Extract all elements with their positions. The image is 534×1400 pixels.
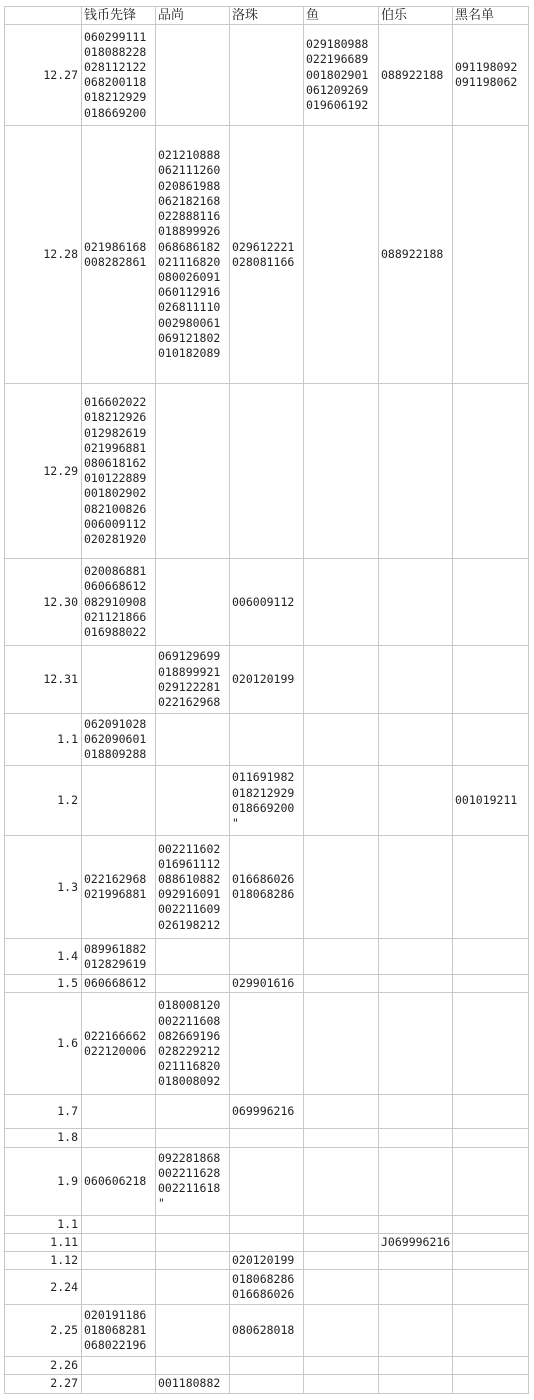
date-cell: 2.24 <box>5 1270 82 1305</box>
data-cell <box>82 939 156 975</box>
data-cell <box>379 646 453 714</box>
data-cell <box>230 25 304 126</box>
data-cell <box>379 1305 453 1357</box>
data-cell <box>379 714 453 766</box>
data-cell <box>82 1129 156 1147</box>
table-row <box>5 126 529 384</box>
data-cell <box>156 384 230 559</box>
data-cell <box>230 384 304 559</box>
data-cell <box>82 766 156 836</box>
code-entry: J069996216 <box>381 1234 451 1249</box>
data-cell <box>82 714 156 766</box>
data-cell <box>230 993 304 1095</box>
record-table <box>4 6 529 1394</box>
code-entry: 021121866 <box>84 609 147 624</box>
data-cell <box>304 1270 379 1305</box>
code-entry: 060606218 <box>84 1173 147 1188</box>
code-entry: 088610882 <box>158 872 221 886</box>
date-cell: 2.27 <box>5 1375 82 1393</box>
data-cell <box>453 126 529 384</box>
data-cell <box>453 1375 529 1393</box>
data-cell <box>156 1305 230 1357</box>
code-entry: 022888116 <box>158 209 221 224</box>
data-cell <box>156 1129 230 1147</box>
data-cell <box>82 1095 156 1129</box>
data-cell <box>379 766 453 836</box>
data-cell <box>156 939 230 975</box>
data-cell <box>230 836 304 939</box>
data-cell <box>230 714 304 766</box>
code-entry: 060299111 <box>84 29 147 44</box>
data-cell <box>82 1305 156 1357</box>
data-cell <box>230 1252 304 1270</box>
data-cell <box>379 1375 453 1393</box>
data-cell <box>304 559 379 646</box>
code-entry: 018669200 <box>84 105 147 120</box>
code-entry: 068022196 <box>84 1338 147 1353</box>
data-cell <box>453 384 529 559</box>
data-cell <box>453 1252 529 1270</box>
data-cell <box>379 1147 453 1215</box>
code-entry: 021996881 <box>84 887 147 902</box>
data-cell <box>379 1252 453 1270</box>
data-cell <box>304 714 379 766</box>
code-entry: 088922188 <box>381 247 444 262</box>
code-entry: 029612221 <box>232 239 295 254</box>
data-cell <box>304 766 379 836</box>
data-cell <box>304 1375 379 1393</box>
code-entry: 021116820 <box>158 1059 221 1074</box>
code-entry: 062091028 <box>84 716 147 731</box>
date-cell: 1.7 <box>5 1095 82 1129</box>
table-row <box>5 1357 529 1375</box>
data-cell <box>453 1129 529 1147</box>
code-entry: 016961112 <box>158 856 221 871</box>
date-cell: 1.3 <box>5 836 82 939</box>
data-cell <box>379 25 453 126</box>
table-row <box>5 1129 529 1147</box>
data-cell <box>230 1233 304 1251</box>
data-cell <box>379 126 453 384</box>
table-row <box>5 1095 529 1129</box>
data-cell <box>379 384 453 559</box>
data-cell <box>82 1215 156 1233</box>
code-entry: 002211602 <box>158 841 221 856</box>
code-entry: 069996216 <box>232 1104 295 1119</box>
data-cell <box>453 559 529 646</box>
data-cell <box>82 384 156 559</box>
code-entry: 092281868 <box>158 1150 221 1165</box>
code-entry: 018669200 <box>232 800 295 815</box>
data-cell <box>156 646 230 714</box>
code-entry: 022162968 <box>158 694 221 709</box>
code-entry: 029901616 <box>232 976 295 991</box>
data-cell <box>230 1357 304 1375</box>
date-cell: 1.2 <box>5 766 82 836</box>
date-cell: 12.27 <box>5 25 82 126</box>
code-entry: 008282861 <box>84 254 147 269</box>
code-entry: 082100826 <box>84 501 147 516</box>
header-cell-luozhu: 洛珠 <box>230 7 304 25</box>
data-cell <box>304 836 379 939</box>
data-cell <box>453 975 529 993</box>
data-cell <box>230 1270 304 1305</box>
table-row <box>5 646 529 714</box>
code-entry: 022120006 <box>84 1043 147 1058</box>
code-entry: 018068281 <box>84 1323 147 1338</box>
data-cell <box>304 1147 379 1215</box>
header-cell-yu: 鱼 <box>304 7 379 25</box>
code-entry: 018068286 <box>232 1272 295 1287</box>
data-cell <box>304 646 379 714</box>
code-entry: 028229212 <box>158 1043 221 1058</box>
code-entry: 002211618 <box>158 1181 221 1196</box>
code-entry: 018212929 <box>84 90 147 105</box>
code-entry: 018008120 <box>158 998 221 1013</box>
header-cell-pinshang: 品尚 <box>156 7 230 25</box>
data-cell <box>453 646 529 714</box>
code-entry: 021996881 <box>84 440 147 455</box>
data-cell <box>453 1233 529 1251</box>
table-row <box>5 1233 529 1251</box>
date-cell: 2.26 <box>5 1357 82 1375</box>
date-cell: 12.28 <box>5 126 82 384</box>
code-entry: 028081166 <box>232 254 295 269</box>
data-cell <box>453 1095 529 1129</box>
data-cell <box>304 1215 379 1233</box>
code-entry: " <box>232 815 239 830</box>
data-cell <box>453 1147 529 1215</box>
date-cell: 12.30 <box>5 559 82 646</box>
data-cell <box>230 1215 304 1233</box>
code-entry: 012982619 <box>84 425 147 440</box>
data-cell <box>82 836 156 939</box>
data-cell <box>453 836 529 939</box>
data-cell <box>82 975 156 993</box>
data-cell <box>156 1147 230 1215</box>
date-cell: 1.1 <box>5 714 82 766</box>
code-entry: 022166662 <box>84 1028 147 1043</box>
data-cell <box>453 766 529 836</box>
data-cell <box>82 1147 156 1215</box>
data-cell <box>453 1270 529 1305</box>
data-cell <box>82 1252 156 1270</box>
data-cell <box>379 836 453 939</box>
code-entry: 016602022 <box>84 395 147 410</box>
code-entry: 021210888 <box>158 148 221 163</box>
table-row <box>5 975 529 993</box>
code-entry: 080628018 <box>232 1323 295 1338</box>
data-cell <box>230 1129 304 1147</box>
data-cell <box>304 25 379 126</box>
data-cell <box>230 939 304 975</box>
code-entry: 002211608 <box>158 1013 221 1028</box>
table-row <box>5 25 529 126</box>
date-cell: 12.29 <box>5 384 82 559</box>
data-cell <box>230 766 304 836</box>
data-cell <box>156 836 230 939</box>
code-entry: 020086881 <box>84 564 147 579</box>
table-row <box>5 1375 529 1393</box>
data-cell <box>379 1095 453 1129</box>
data-cell <box>230 1305 304 1357</box>
data-cell <box>379 1270 453 1305</box>
data-cell <box>82 993 156 1095</box>
code-entry: 018809288 <box>84 747 147 762</box>
data-cell <box>304 975 379 993</box>
data-cell <box>230 559 304 646</box>
data-cell <box>304 1305 379 1357</box>
data-cell <box>82 1357 156 1375</box>
code-entry: 022162968 <box>84 872 147 886</box>
data-cell <box>156 1252 230 1270</box>
data-cell <box>230 1147 304 1215</box>
code-entry: 029122281 <box>158 679 221 694</box>
code-entry: 062090601 <box>84 732 147 747</box>
data-cell <box>304 1129 379 1147</box>
date-cell: 1.6 <box>5 993 82 1095</box>
code-entry: 028112122 <box>84 60 147 74</box>
data-cell <box>379 1129 453 1147</box>
data-cell <box>379 1215 453 1233</box>
code-entry: 022196689 <box>306 52 369 67</box>
code-entry: 006009112 <box>84 516 147 531</box>
code-entry: 080618162 <box>84 456 147 470</box>
date-cell: 2.25 <box>5 1305 82 1357</box>
code-entry: " <box>158 1196 165 1211</box>
data-cell <box>230 1375 304 1393</box>
code-entry: 020861988 <box>158 178 221 193</box>
data-cell <box>230 126 304 384</box>
code-entry: 068686182 <box>158 239 221 254</box>
data-cell <box>304 1252 379 1270</box>
table-row <box>5 1215 529 1233</box>
code-entry: 016988022 <box>84 625 147 639</box>
data-cell <box>304 939 379 975</box>
date-cell: 1.9 <box>5 1147 82 1215</box>
table-row <box>5 1305 529 1357</box>
code-entry: 068200118 <box>84 75 147 90</box>
data-cell <box>156 1270 230 1305</box>
code-entry: 060668612 <box>84 579 147 594</box>
data-cell <box>82 1233 156 1251</box>
data-cell <box>453 25 529 126</box>
code-entry: 060112916 <box>158 285 221 300</box>
data-cell <box>453 714 529 766</box>
code-entry: 082669196 <box>158 1028 221 1043</box>
data-cell <box>304 1357 379 1375</box>
code-entry: 069121802 <box>158 330 221 345</box>
code-entry: 060668612 <box>84 976 147 991</box>
data-cell <box>453 939 529 975</box>
data-cell <box>230 646 304 714</box>
table-row <box>5 384 529 559</box>
code-entry: 082910908 <box>84 594 147 609</box>
data-cell <box>82 25 156 126</box>
code-entry: 018899926 <box>158 224 221 239</box>
data-cell <box>379 975 453 993</box>
code-entry: 018899921 <box>158 664 221 679</box>
table-body <box>5 25 529 1393</box>
code-entry: 020191186 <box>84 1307 147 1322</box>
data-cell <box>304 126 379 384</box>
code-entry: 020120199 <box>232 672 295 687</box>
code-entry: 012829619 <box>84 956 147 971</box>
date-cell: 1.12 <box>5 1252 82 1270</box>
data-cell <box>156 714 230 766</box>
data-cell <box>453 993 529 1095</box>
data-cell <box>304 1095 379 1129</box>
code-entry: 021116820 <box>158 254 221 269</box>
data-cell <box>156 25 230 126</box>
date-cell: 1.5 <box>5 975 82 993</box>
code-entry: 011691982 <box>232 770 295 785</box>
data-cell <box>156 975 230 993</box>
data-cell <box>82 1270 156 1305</box>
header-cell-qianbi-xianfeng: 钱币先锋 <box>82 7 156 25</box>
code-entry: 089961882 <box>84 941 147 956</box>
table-row <box>5 1147 529 1215</box>
data-cell <box>82 126 156 384</box>
date-cell: 1.11 <box>5 1233 82 1251</box>
code-entry: 018088228 <box>84 44 147 59</box>
code-entry: 091198092 <box>455 60 518 74</box>
data-cell <box>156 126 230 384</box>
code-entry: 062111260 <box>158 163 221 178</box>
code-entry: 010182089 <box>158 345 221 360</box>
code-entry: 026198212 <box>158 917 221 932</box>
header-cell-bole: 伯乐 <box>379 7 453 25</box>
data-cell <box>156 1357 230 1375</box>
table-row <box>5 766 529 836</box>
code-entry: 001802902 <box>84 486 147 501</box>
data-cell <box>453 1305 529 1357</box>
table-row <box>5 939 529 975</box>
data-cell <box>379 993 453 1095</box>
code-entry: 092916091 <box>158 887 221 902</box>
code-entry: 088922188 <box>381 67 444 82</box>
code-entry: 020120199 <box>232 1253 295 1268</box>
code-entry: 080026091 <box>158 269 221 284</box>
date-cell: 1.4 <box>5 939 82 975</box>
date-cell: 1.1 <box>5 1215 82 1233</box>
code-entry: 069129699 <box>158 649 221 664</box>
table-row <box>5 993 529 1095</box>
header-cell-blacklist: 黑名单 <box>453 7 529 25</box>
data-cell <box>230 975 304 993</box>
data-cell <box>156 1095 230 1129</box>
data-cell <box>82 559 156 646</box>
code-entry: 020281920 <box>84 532 147 547</box>
code-entry: 002980061 <box>158 315 221 330</box>
header-row <box>5 7 529 25</box>
header-cell-blank <box>5 7 82 25</box>
data-cell <box>304 384 379 559</box>
data-cell <box>379 559 453 646</box>
data-cell <box>379 1233 453 1251</box>
data-cell <box>304 1233 379 1251</box>
data-cell <box>82 646 156 714</box>
code-entry: 019606192 <box>306 98 369 112</box>
code-entry: 016686026 <box>232 872 295 886</box>
code-entry: 091198062 <box>455 75 518 90</box>
data-cell <box>82 1375 156 1393</box>
data-cell <box>453 1357 529 1375</box>
table-row <box>5 1252 529 1270</box>
code-entry: 002211609 <box>158 902 221 917</box>
code-entry: 010122889 <box>84 471 147 486</box>
data-cell <box>379 939 453 975</box>
table-row <box>5 1270 529 1305</box>
date-cell: 12.31 <box>5 646 82 714</box>
date-cell: 1.8 <box>5 1129 82 1147</box>
data-cell <box>379 1357 453 1375</box>
data-cell <box>156 1215 230 1233</box>
code-entry: 016686026 <box>232 1287 295 1302</box>
code-entry: 018212929 <box>232 785 295 800</box>
code-entry: 021986168 <box>84 239 147 254</box>
data-cell <box>230 1095 304 1129</box>
table-row <box>5 559 529 646</box>
code-entry: 001802901 <box>306 67 369 82</box>
code-entry: 061209269 <box>306 82 369 97</box>
data-cell <box>156 766 230 836</box>
code-entry: 018068286 <box>232 887 295 902</box>
data-cell <box>453 1215 529 1233</box>
code-entry: 001180882 <box>158 1376 221 1391</box>
code-entry: 026811110 <box>158 300 221 315</box>
data-cell <box>156 1233 230 1251</box>
code-entry: 062182168 <box>158 193 221 208</box>
code-entry: 006009112 <box>232 594 295 609</box>
table-row <box>5 714 529 766</box>
code-entry: 018212926 <box>84 410 147 425</box>
code-entry: 029180988 <box>306 37 369 52</box>
data-cell <box>156 1375 230 1393</box>
code-entry: 001019211 <box>455 793 518 808</box>
code-entry: 018008092 <box>158 1074 221 1089</box>
table-row <box>5 836 529 939</box>
code-entry: 002211628 <box>158 1165 221 1180</box>
data-cell <box>156 559 230 646</box>
data-cell <box>156 993 230 1095</box>
data-cell <box>304 993 379 1095</box>
